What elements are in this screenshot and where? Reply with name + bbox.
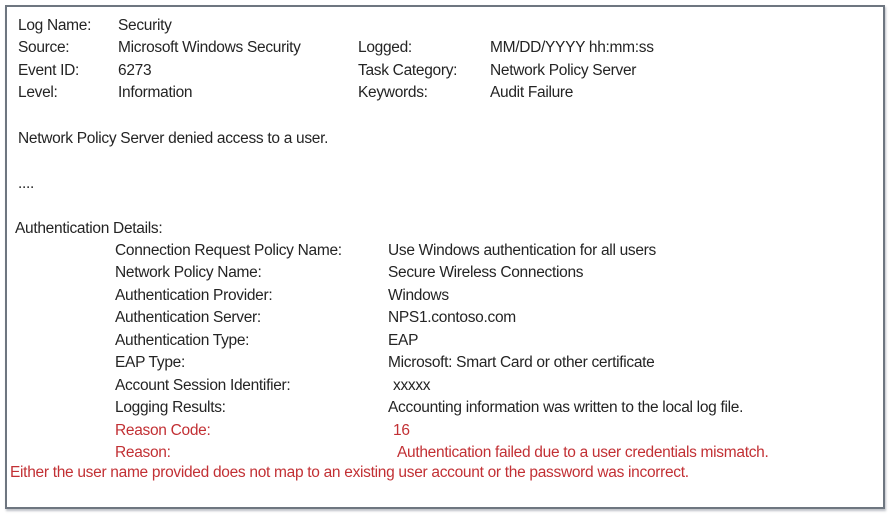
event-log-box xyxy=(5,5,885,509)
detail-row-account-session-identifier xyxy=(7,375,883,397)
authentication-type-value: EAP xyxy=(388,332,419,349)
reason-label: Reason: xyxy=(115,444,171,461)
ellipsis-text: .... xyxy=(18,175,35,192)
header-row-eventid-taskcategory xyxy=(7,60,883,82)
log-name-label: Log Name: xyxy=(18,17,92,34)
detail-row-eap-type xyxy=(7,352,883,374)
logged-label: Logged: xyxy=(358,39,412,56)
connection-request-policy-value: Use Windows authentication for all users xyxy=(388,242,656,259)
authentication-server-label: Authentication Server: xyxy=(115,309,261,326)
keywords-label: Keywords: xyxy=(358,84,428,101)
detail-row-authentication-provider xyxy=(7,285,883,307)
detail-row-authentication-server xyxy=(7,307,883,329)
authentication-provider-value: Windows xyxy=(388,287,449,304)
log-name-value: Security xyxy=(118,17,172,34)
detail-row-reason-code xyxy=(7,420,883,442)
detail-row-reason xyxy=(7,442,883,464)
reason-value: Authentication failed due to a user credentials mismatch. xyxy=(397,444,769,461)
logging-results-value: Accounting information was written to the local log file. xyxy=(388,399,744,416)
task-category-value: Network Policy Server xyxy=(490,62,637,79)
event-description: Network Policy Server denied access to a user. xyxy=(18,130,329,147)
source-value: Microsoft Windows Security xyxy=(118,39,301,56)
detail-row-network-policy-name xyxy=(7,262,883,284)
authentication-provider-label: Authentication Provider: xyxy=(115,287,273,304)
eap-type-value: Microsoft: Smart Card or other certificate xyxy=(388,354,655,371)
account-session-identifier-label: Account Session Identifier: xyxy=(115,377,291,394)
task-category-label: Task Category: xyxy=(358,62,458,79)
network-policy-name-label: Network Policy Name: xyxy=(115,264,262,281)
authentication-type-label: Authentication Type: xyxy=(115,332,250,349)
header-row-level-keywords xyxy=(7,82,883,104)
reason-code-label: Reason Code: xyxy=(115,422,211,439)
header-row-source-logged xyxy=(7,37,883,59)
header-row-log-name xyxy=(7,15,883,37)
account-session-identifier-value: xxxxx xyxy=(393,377,431,394)
keywords-value: Audit Failure xyxy=(490,84,574,101)
authentication-details-heading: Authentication Details: xyxy=(15,220,163,237)
network-policy-name-value: Secure Wireless Connections xyxy=(388,264,584,281)
detail-row-authentication-type xyxy=(7,330,883,352)
reason-code-value: 16 xyxy=(393,422,410,439)
level-value: Information xyxy=(118,84,193,101)
event-id-label: Event ID: xyxy=(18,62,80,79)
detail-row-connection-request-policy xyxy=(7,240,883,262)
logging-results-label: Logging Results: xyxy=(115,399,226,416)
detail-row-logging-results xyxy=(7,397,883,419)
eap-type-label: EAP Type: xyxy=(115,354,185,371)
source-label: Source: xyxy=(18,39,70,56)
logged-value: MM/DD/YYYY hh:mm:ss xyxy=(490,39,654,56)
connection-request-policy-label: Connection Request Policy Name: xyxy=(115,242,342,259)
event-id-value: 6273 xyxy=(118,62,152,79)
footer-alert-note: Either the user name provided does not map to an existing user account or the password was incorrect. xyxy=(10,464,689,481)
level-label: Level: xyxy=(18,84,58,101)
authentication-server-value: NPS1.contoso.com xyxy=(388,309,516,326)
